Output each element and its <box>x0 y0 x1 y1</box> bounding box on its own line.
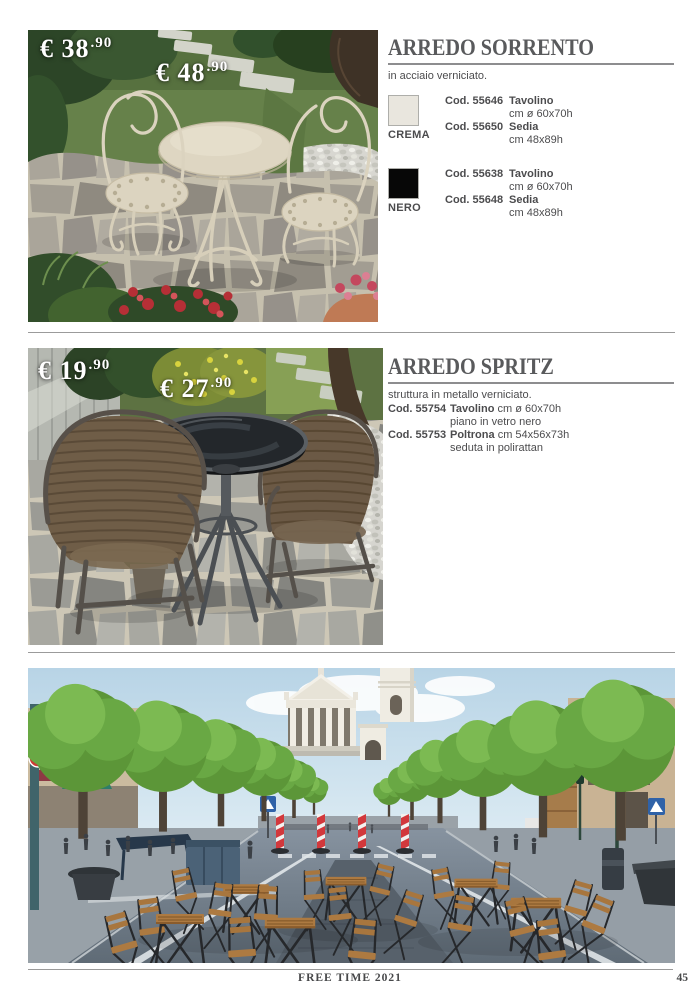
swatch-label-crema: CREMA <box>388 129 430 141</box>
swatch-nero <box>388 168 419 199</box>
product-dim: cm ø 60x70h <box>509 108 573 120</box>
spritz-info-column <box>388 355 674 455</box>
title-rule <box>388 63 674 65</box>
product-name: Sedia <box>509 194 539 206</box>
section-title-sorrento: ARREDO SORRENTO <box>388 35 595 60</box>
section-subtitle: in acciaio verniciato. <box>388 70 488 82</box>
product-note: seduta in polirattan <box>450 442 543 454</box>
code-list <box>388 403 674 455</box>
product-note: piano in vetro nero <box>450 416 542 428</box>
price-chair-spritz: € $19^{.90}$ <box>38 356 111 385</box>
swatch-crema <box>388 95 419 126</box>
street-photo-illustration <box>28 668 675 963</box>
code-list <box>445 168 573 220</box>
section-divider <box>28 332 675 333</box>
price-table-spritz: € $27^{.90}$ <box>160 374 233 403</box>
swatch-label-nero: NERO <box>388 202 421 214</box>
spritz-product-photo <box>28 348 383 645</box>
product-name: Tavolino <box>509 168 554 180</box>
sorrento-info-column <box>388 36 674 241</box>
code-list <box>445 95 573 147</box>
price-chair-sorrento: € $38^{.90}$ <box>40 34 113 63</box>
product-name: Tavolino <box>509 95 554 107</box>
street-scene-photo <box>28 668 675 963</box>
variant-nero <box>388 168 674 220</box>
product-code: Cod. 55754 <box>388 403 447 415</box>
price-table-sorrento: € $48^{.90}$ <box>156 58 229 87</box>
title-rule <box>388 382 674 384</box>
product-name-dim: Tavolino cm ø 60x70h <box>450 403 562 415</box>
footer-magazine-title: FREE TIME 2021 <box>298 972 402 984</box>
product-code: Cod. 55648 <box>445 194 504 206</box>
section-divider <box>28 652 675 653</box>
product-dim: cm 48x89h <box>509 134 563 146</box>
sorrento-product-photo <box>28 30 378 322</box>
product-name: Sedia <box>509 121 539 133</box>
product-dim: cm ø 60x70h <box>509 181 573 193</box>
section-subtitle: struttura in metallo verniciato. <box>388 389 532 401</box>
product-dim: cm 48x89h <box>509 207 563 219</box>
product-code: Cod. 55753 <box>388 429 447 441</box>
product-code: Cod. 55638 <box>445 168 504 180</box>
section-title-spritz: ARREDO SPRITZ <box>388 354 554 379</box>
variant-crema <box>388 95 674 147</box>
product-code: Cod. 55646 <box>445 95 504 107</box>
page-number: 45 <box>676 972 688 984</box>
product-code: Cod. 55650 <box>445 121 504 133</box>
footer-rule <box>28 969 673 970</box>
product-name-dim: Poltrona cm 54x56x73h <box>450 429 570 441</box>
